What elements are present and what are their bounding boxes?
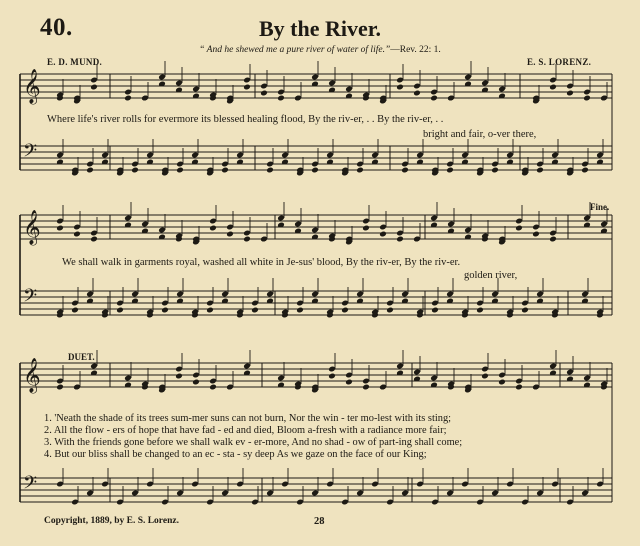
note-head	[175, 373, 183, 380]
note-head	[209, 384, 217, 391]
note-head	[243, 236, 251, 243]
staff	[20, 363, 612, 387]
scripture-epigraph	[0, 45, 640, 55]
note-head	[515, 225, 523, 232]
system2-lyric-lower: golden river,	[464, 270, 518, 281]
note-head	[131, 167, 139, 174]
note-head	[413, 90, 421, 97]
note-head	[251, 307, 259, 314]
note-head	[266, 167, 274, 174]
hymn-title: By the River.	[258, 16, 381, 41]
note-head	[73, 231, 81, 238]
duet-marking: DUET.	[68, 352, 95, 362]
note-head	[431, 307, 439, 314]
system2-lyric: We shall walk in garments royal, washed all white in Je-sus' blood, By the riv-er, By the riv-er.	[62, 257, 461, 268]
note-head	[481, 373, 489, 380]
note-head	[345, 379, 353, 386]
epigraph-quote: “ And he shewed me a pure river of water of life.”	[199, 45, 391, 55]
note-head	[328, 373, 336, 380]
staff	[20, 478, 612, 502]
treble-clef-icon: 𝄞	[23, 358, 41, 393]
words-credit: E. D. MUND.	[47, 57, 103, 67]
epigraph-reference: —Rev. 22: 1.	[390, 45, 441, 55]
note-head	[581, 167, 589, 174]
note-head	[379, 231, 387, 238]
note-head	[396, 236, 404, 243]
page-number: 28	[314, 516, 325, 527]
note-head	[362, 384, 370, 391]
note-head	[430, 95, 438, 102]
treble-clef-icon: 𝄞	[23, 210, 41, 245]
note-head	[311, 167, 319, 174]
bass-clef-icon: 𝄢	[23, 473, 38, 498]
note-head	[446, 167, 454, 174]
note-head	[515, 384, 523, 391]
note-head	[226, 231, 234, 238]
treble-clef-icon: 𝄞	[23, 69, 41, 104]
note-head	[221, 167, 229, 174]
note-head	[476, 307, 484, 314]
note-head	[491, 167, 499, 174]
hymn-number: 40.	[40, 14, 73, 41]
bass-clef-icon: 𝄢	[23, 286, 38, 311]
note-head	[356, 167, 364, 174]
note-head	[536, 167, 544, 174]
note-head	[161, 307, 169, 314]
system1-lyric-lower: bright and fair, o-ver there,	[423, 129, 537, 140]
note-head	[498, 379, 506, 386]
note-head	[296, 307, 304, 314]
note-head	[176, 167, 184, 174]
note-head	[243, 84, 251, 91]
note-head	[583, 95, 591, 102]
verse-1: 1. 'Neath the shade of its trees sum-mer suns can not burn, Nor the win - ter mo-lest with its sting;	[44, 413, 452, 424]
note-head	[56, 225, 64, 232]
note-head	[277, 95, 285, 102]
staff	[20, 146, 612, 170]
note-head	[90, 84, 98, 91]
note-head	[566, 90, 574, 97]
bass-clef-icon: 𝄢	[23, 141, 38, 166]
note-head	[401, 167, 409, 174]
note-head	[124, 95, 132, 102]
copyright-notice: Copyright, 1889, by E. S. Lorenz.	[44, 516, 179, 526]
verse-3: 3. With the friends gone before we shall walk ev - er-more, And no shad - ow of part-ing shall come;	[44, 437, 463, 448]
note-head	[90, 236, 98, 243]
note-head	[192, 379, 200, 386]
fine-marking: Fine.	[590, 202, 610, 212]
note-head	[341, 307, 349, 314]
note-head	[86, 167, 94, 174]
note-head	[549, 84, 557, 91]
note-head	[56, 384, 64, 391]
note-head	[71, 307, 79, 314]
system1-lyric: Where life's river rolls for evermore its blessed healing flood, By the riv-er, . . By the riv-er, . .	[47, 114, 444, 125]
note-head	[549, 236, 557, 243]
note-head	[362, 225, 370, 232]
note-head	[521, 307, 529, 314]
note-head	[532, 231, 540, 238]
note-head	[396, 84, 404, 91]
note-head	[209, 225, 217, 232]
note-head	[386, 307, 394, 314]
verse-4: 4. But our bliss shall be changed to an ec - sta - sy deep As we gaze on the face of our King;	[44, 449, 427, 460]
verse-2: 2. All the flow - ers of hope that have fad - ed and died, Bloom a-fresh with a radiance more fair;	[44, 425, 447, 436]
music-credit: E. S. LORENZ.	[527, 57, 592, 67]
note-head	[260, 90, 268, 97]
note-head	[116, 307, 124, 314]
note-head	[206, 307, 214, 314]
